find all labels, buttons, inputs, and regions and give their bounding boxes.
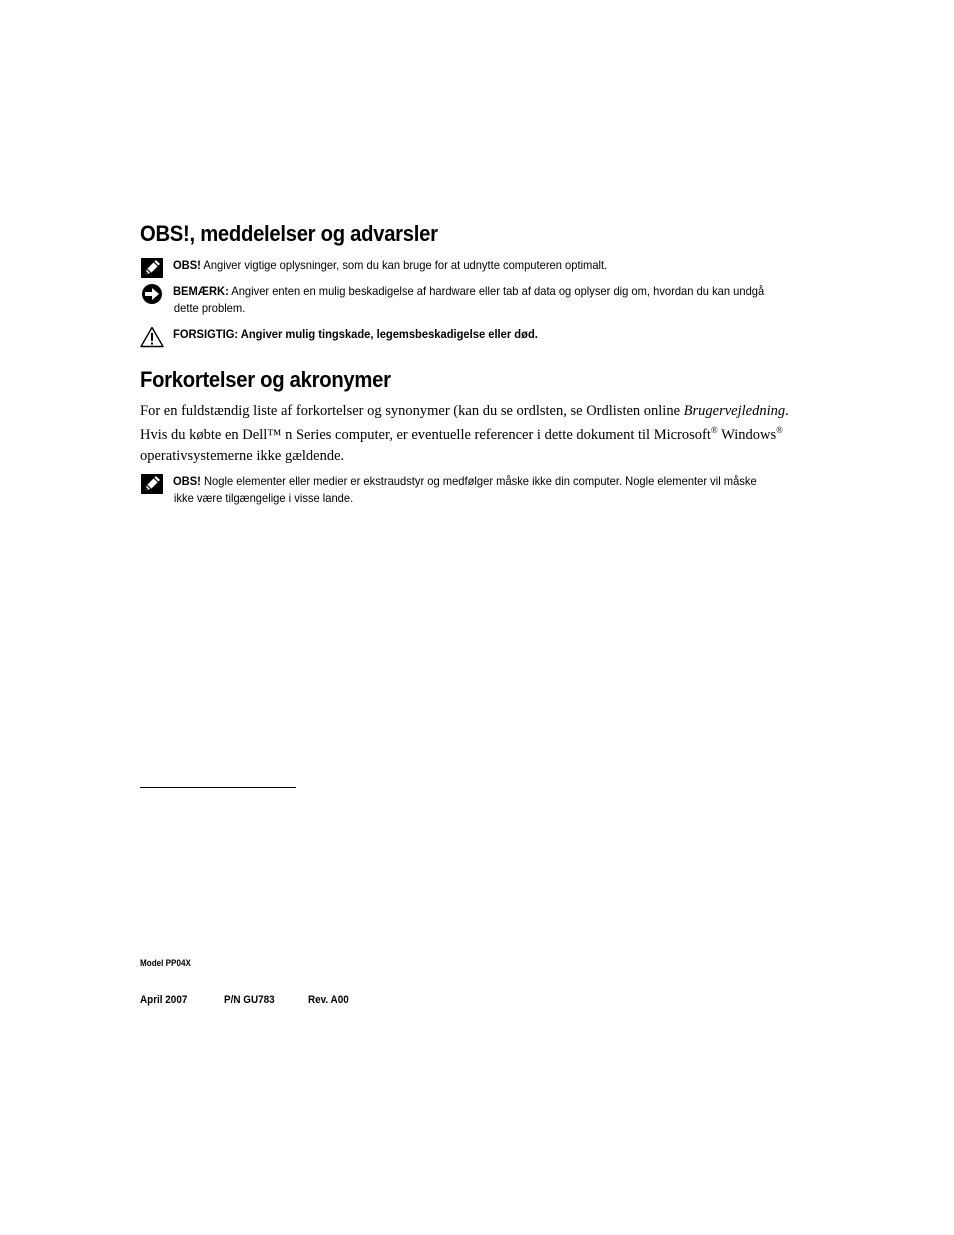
notice-arrow-icon: [140, 283, 164, 305]
note-obs-optional: [140, 473, 840, 511]
pencil-note-icon: [140, 257, 164, 279]
note-obs-optional-text: OBS! Nogle elementer eller medier er ekstraudstyr og medfølger måske ikke din computer. Nogle elementer vil måske ikke være tilgængelige i visse lande.: [173, 474, 757, 505]
caution-triangle-icon: [140, 326, 164, 348]
note-forsigtig: [140, 326, 840, 350]
paragraph-n-series-cont: operativsystemerne ikke gældende.: [140, 448, 345, 464]
note-forsigtig-text: FORSIGTIG: Angiver mulig tingskade, legemsbeskadigelse eller død.: [173, 327, 538, 341]
footnote-divider: [140, 787, 296, 788]
paragraph-abbreviations-list: For en fuldstændig liste af forkortelser og synonymer (kan du se ordlsten, se Ordlisten online Brugervejledning.: [140, 403, 789, 419]
note-bemaerk-text: BEMÆRK: Angiver enten en mulig beskadigelse af hardware eller tab af data og oplyser dig om, hvordan du kan undgå dette problem.: [173, 284, 765, 315]
model-number: Model PP04X: [140, 958, 191, 968]
section-title-notes: OBS!, meddelelser og advarsler: [140, 221, 438, 246]
paragraph-n-series: Hvis du købte en Dell™ n Series computer, er eventuelle referencer i dette dokument til Microsoft® Windows®: [140, 425, 783, 443]
publication-date: April 2007: [140, 994, 188, 1006]
part-number: P/N GU783: [224, 994, 275, 1006]
note-bemaerk: [140, 283, 840, 321]
note-obs-text: OBS! Angiver vigtige oplysninger, som du kan bruge for at udnytte computeren optimalt.: [173, 258, 608, 272]
revision: Rev. A00: [308, 994, 349, 1006]
section-title-abbreviations: Forkortelser og akronymer: [140, 367, 391, 392]
note-obs: [140, 257, 840, 279]
pencil-note-icon: [140, 473, 164, 495]
